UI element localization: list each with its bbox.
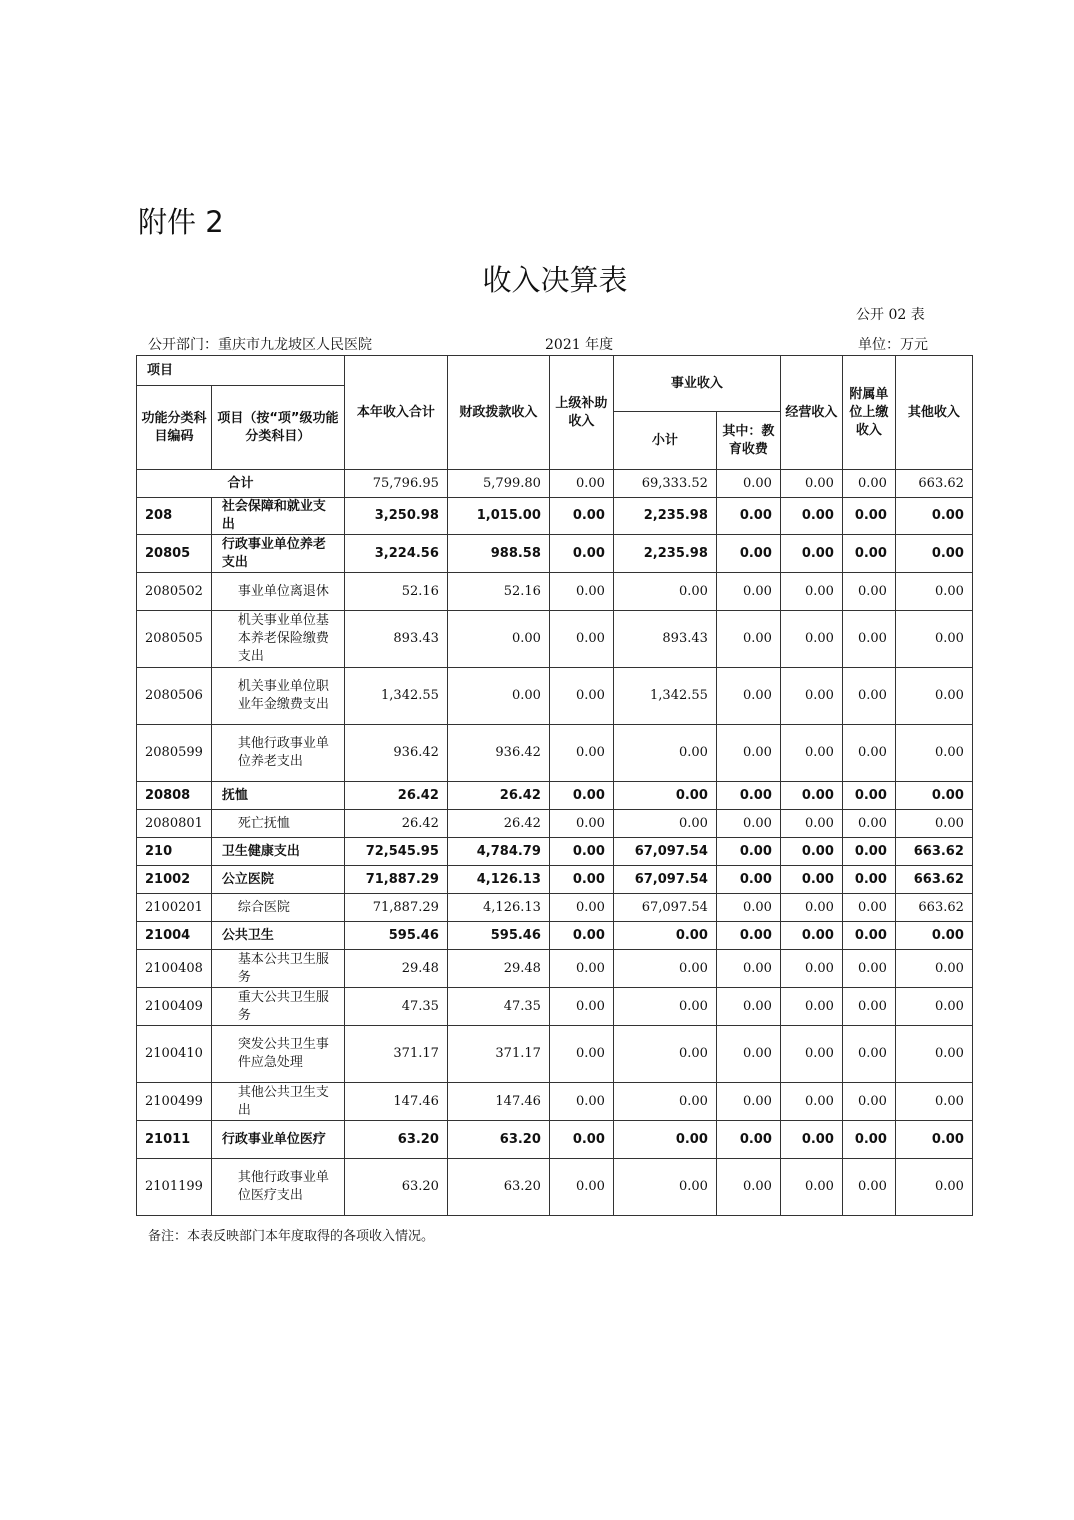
row-name: 其他行政事业单位医疗支出 [211,1159,344,1216]
row-value: 0.00 [549,573,613,611]
row-value: 4,784.79 [447,838,549,866]
row-code: 2100409 [137,988,212,1026]
table-row [137,535,973,573]
header-total: 本年收入合计 [344,356,447,470]
row-value: 2,235.98 [613,498,716,535]
row-value: 663.62 [895,894,972,922]
row-value: 0.00 [842,922,895,950]
row-value: 0.00 [780,611,842,668]
row-value: 893.43 [613,611,716,668]
row-value: 0.00 [716,611,780,668]
row-value: 663.62 [895,866,972,894]
row-code: 2080801 [137,810,212,838]
row-value: 0.00 [780,668,842,725]
row-value: 29.48 [344,950,447,988]
row-value: 0.00 [716,988,780,1026]
row-value: 0.00 [549,950,613,988]
row-value: 1,015.00 [447,498,549,535]
row-value: 0.00 [780,1083,842,1121]
row-value: 0.00 [549,535,613,573]
row-value: 0.00 [716,725,780,782]
table-row [137,1083,973,1121]
row-value: 0.00 [613,782,716,810]
row-name: 重大公共卫生服务 [211,988,344,1026]
row-value: 3,224.56 [344,535,447,573]
header-affiliated: 附属单位上缴收入 [842,356,895,470]
table-row [137,611,973,668]
header-operating: 经营收入 [780,356,842,470]
row-name: 公立医院 [211,866,344,894]
row-value: 893.43 [344,611,447,668]
row-code: 2100201 [137,894,212,922]
row-name: 机关事业单位基本养老保险缴费支出 [211,611,344,668]
row-value: 0.00 [842,725,895,782]
total-row [137,470,973,498]
row-value: 0.00 [716,810,780,838]
row-name: 公共卫生 [211,922,344,950]
row-value: 0.00 [716,782,780,810]
row-value: 0.00 [716,950,780,988]
row-value: 0.00 [716,535,780,573]
page-title: 收入决算表 [482,263,628,297]
row-code: 21004 [137,922,212,950]
table-row [137,950,973,988]
row-value: 0.00 [895,810,972,838]
row-value: 0.00 [842,950,895,988]
row-value: 0.00 [613,1159,716,1216]
row-code: 20808 [137,782,212,810]
row-value: 0.00 [613,950,716,988]
row-value: 0.00 [549,611,613,668]
form-number: 公开 02 表 [856,307,925,323]
header-code: 功能分类科目编码 [137,386,212,470]
total-label: 合计 [137,470,345,498]
row-value: 26.42 [344,810,447,838]
row-name: 抚恤 [211,782,344,810]
row-value: 67,097.54 [613,866,716,894]
header-business-edu: 其中：教育收费 [716,412,780,470]
row-value: 0.00 [895,611,972,668]
row-value: 63.20 [447,1159,549,1216]
row-value: 0.00 [716,838,780,866]
total-cell: 69,333.52 [613,470,716,498]
row-value: 147.46 [447,1083,549,1121]
row-value: 0.00 [780,894,842,922]
row-value: 0.00 [842,810,895,838]
row-value: 0.00 [549,866,613,894]
row-value: 0.00 [780,1026,842,1083]
table-body [137,470,973,1216]
row-value: 0.00 [780,725,842,782]
department-label: 公开部门：重庆市九龙坡区人民医院 [148,337,372,353]
row-value: 0.00 [549,810,613,838]
row-value: 26.42 [447,782,549,810]
row-value: 0.00 [895,725,972,782]
row-value: 0.00 [842,1121,895,1159]
row-value: 0.00 [895,922,972,950]
row-value: 0.00 [549,1083,613,1121]
row-value: 0.00 [895,573,972,611]
row-value: 0.00 [549,668,613,725]
row-value: 0.00 [716,1121,780,1159]
row-value: 71,887.29 [344,894,447,922]
row-code: 2100408 [137,950,212,988]
row-name: 其他行政事业单位养老支出 [211,725,344,782]
income-table [136,355,973,1216]
row-value: 0.00 [613,1083,716,1121]
table-row [137,922,973,950]
row-code: 2080506 [137,668,212,725]
row-name: 卫生健康支出 [211,838,344,866]
header-business-subtotal: 小计 [613,412,716,470]
row-value: 0.00 [780,922,842,950]
row-name: 事业单位离退休 [211,573,344,611]
row-value: 63.20 [344,1121,447,1159]
row-value: 0.00 [549,725,613,782]
row-name: 死亡抚恤 [211,810,344,838]
row-value: 0.00 [716,573,780,611]
row-value: 3,250.98 [344,498,447,535]
row-value: 72,545.95 [344,838,447,866]
row-value: 0.00 [716,866,780,894]
row-name: 社会保障和就业支出 [211,498,344,535]
row-name: 突发公共卫生事件应急处理 [211,1026,344,1083]
row-value: 0.00 [895,498,972,535]
row-code: 210 [137,838,212,866]
table-row [137,894,973,922]
row-value: 0.00 [842,838,895,866]
total-cell: 0.00 [842,470,895,498]
row-value: 0.00 [842,1026,895,1083]
row-value: 0.00 [842,1083,895,1121]
row-value: 0.00 [613,725,716,782]
row-value: 147.46 [344,1083,447,1121]
row-value: 0.00 [716,668,780,725]
row-value: 0.00 [895,988,972,1026]
row-value: 0.00 [842,611,895,668]
row-value: 595.46 [447,922,549,950]
row-value: 936.42 [344,725,447,782]
row-code: 2100410 [137,1026,212,1083]
row-code: 208 [137,498,212,535]
table-row [137,1121,973,1159]
row-value: 0.00 [716,894,780,922]
total-cell: 0.00 [780,470,842,498]
row-code: 2080505 [137,611,212,668]
row-value: 0.00 [842,782,895,810]
row-value: 0.00 [895,950,972,988]
row-value: 0.00 [780,866,842,894]
header-item: 项目 [137,356,345,386]
row-value: 0.00 [895,782,972,810]
row-value: 0.00 [780,573,842,611]
row-value: 0.00 [842,1159,895,1216]
row-name: 其他公共卫生支出 [211,1083,344,1121]
row-value: 0.00 [842,894,895,922]
row-value: 0.00 [613,810,716,838]
row-value: 0.00 [780,782,842,810]
row-value: 67,097.54 [613,838,716,866]
year-label: 2021 年度 [545,337,614,353]
row-value: 0.00 [613,1121,716,1159]
header-name: 项目（按“项”级功能分类科目） [211,386,344,470]
row-value: 47.35 [344,988,447,1026]
table-row [137,1159,973,1216]
table-row [137,1026,973,1083]
row-value: 29.48 [447,950,549,988]
row-value: 4,126.13 [447,894,549,922]
row-name: 行政事业单位养老支出 [211,535,344,573]
row-value: 0.00 [549,1026,613,1083]
row-value: 0.00 [613,922,716,950]
table-row [137,866,973,894]
row-value: 0.00 [895,1159,972,1216]
row-name: 机关事业单位职业年金缴费支出 [211,668,344,725]
row-value: 0.00 [549,894,613,922]
row-value: 0.00 [549,498,613,535]
table-row [137,988,973,1026]
table-row [137,838,973,866]
row-value: 0.00 [613,988,716,1026]
row-value: 0.00 [842,668,895,725]
total-cell: 75,796.95 [344,470,447,498]
header-business: 事业收入 [613,356,780,412]
table-row [137,725,973,782]
row-value: 0.00 [780,1159,842,1216]
row-value: 0.00 [780,498,842,535]
table-row [137,668,973,725]
row-value: 0.00 [842,498,895,535]
row-value: 0.00 [895,535,972,573]
table-row [137,573,973,611]
row-value: 0.00 [549,988,613,1026]
row-value: 371.17 [447,1026,549,1083]
row-value: 936.42 [447,725,549,782]
row-value: 47.35 [447,988,549,1026]
header-fiscal: 财政拨款收入 [447,356,549,470]
row-value: 0.00 [716,498,780,535]
row-value: 63.20 [344,1159,447,1216]
row-value: 663.62 [895,838,972,866]
row-value: 0.00 [549,922,613,950]
table-row [137,810,973,838]
row-value: 0.00 [549,1159,613,1216]
row-code: 2100499 [137,1083,212,1121]
row-value: 0.00 [549,782,613,810]
row-value: 0.00 [895,1083,972,1121]
row-value: 0.00 [716,922,780,950]
row-name: 行政事业单位医疗 [211,1121,344,1159]
row-code: 21011 [137,1121,212,1159]
row-code: 2080599 [137,725,212,782]
row-value: 371.17 [344,1026,447,1083]
row-code: 21002 [137,866,212,894]
row-value: 67,097.54 [613,894,716,922]
table-row [137,782,973,810]
row-value: 52.16 [447,573,549,611]
row-value: 2,235.98 [613,535,716,573]
row-value: 71,887.29 [344,866,447,894]
row-value: 0.00 [613,573,716,611]
row-value: 0.00 [842,988,895,1026]
row-value: 0.00 [780,1121,842,1159]
row-value: 0.00 [780,950,842,988]
row-value: 1,342.55 [344,668,447,725]
row-value: 1,342.55 [613,668,716,725]
row-value: 0.00 [447,668,549,725]
header-superior: 上级补助收入 [549,356,613,470]
row-value: 0.00 [716,1083,780,1121]
header-other: 其他收入 [895,356,972,470]
total-cell: 0.00 [716,470,780,498]
row-value: 63.20 [447,1121,549,1159]
row-value: 0.00 [842,866,895,894]
total-cell: 663.62 [895,470,972,498]
row-value: 0.00 [895,1026,972,1083]
row-code: 2101199 [137,1159,212,1216]
row-value: 0.00 [549,838,613,866]
row-value: 595.46 [344,922,447,950]
table-note: 备注：本表反映部门本年度取得的各项收入情况。 [148,1229,435,1244]
row-value: 0.00 [842,535,895,573]
row-value: 0.00 [780,988,842,1026]
attachment-label: 附件 2 [138,205,224,239]
total-cell: 0.00 [549,470,613,498]
row-value: 4,126.13 [447,866,549,894]
row-value: 0.00 [716,1159,780,1216]
row-value: 0.00 [780,535,842,573]
row-value: 0.00 [780,838,842,866]
row-value: 26.42 [447,810,549,838]
row-value: 0.00 [613,1026,716,1083]
table-row [137,498,973,535]
row-value: 988.58 [447,535,549,573]
row-value: 0.00 [895,668,972,725]
total-cell: 5,799.80 [447,470,549,498]
row-value: 0.00 [716,1026,780,1083]
row-name: 综合医院 [211,894,344,922]
row-value: 0.00 [842,573,895,611]
unit-label: 单位：万元 [858,337,928,353]
row-value: 0.00 [447,611,549,668]
row-code: 2080502 [137,573,212,611]
row-value: 0.00 [549,1121,613,1159]
row-value: 26.42 [344,782,447,810]
row-value: 52.16 [344,573,447,611]
row-name: 基本公共卫生服务 [211,950,344,988]
row-value: 0.00 [895,1121,972,1159]
row-value: 0.00 [780,810,842,838]
row-code: 20805 [137,535,212,573]
